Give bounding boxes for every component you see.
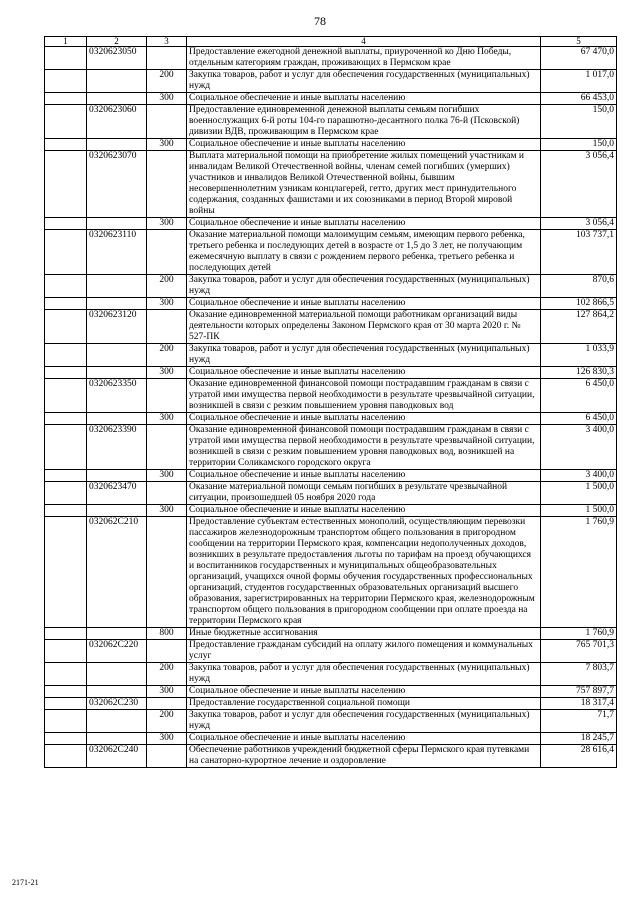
table-row: [45, 298, 617, 310]
table-row: [45, 640, 617, 663]
cell-amount: 3 400,0: [541, 470, 617, 482]
cell-target-code: 0320623470: [87, 482, 147, 505]
cell-expense-type: [147, 425, 187, 470]
cell-target-code: [87, 628, 147, 640]
cell-description: Закупка товаров, работ и услуг для обеспечения государственных (муниципальных) нужд: [187, 344, 541, 367]
cell-amount: 1 760,9: [541, 517, 617, 628]
table-row: [45, 745, 617, 768]
table-row: [45, 218, 617, 230]
cell-amount: 103 737,1: [541, 230, 617, 275]
cell-amount: 3 400,0: [541, 425, 617, 470]
cell-col1: [45, 628, 87, 640]
cell-description: Социальное обеспечение и иные выплаты населению: [187, 139, 541, 151]
cell-description: Закупка товаров, работ и услуг для обеспечения государственных (муниципальных) нужд: [187, 70, 541, 93]
cell-expense-type: 300: [147, 218, 187, 230]
cell-col1: [45, 733, 87, 745]
header-col-3: 3: [147, 37, 187, 47]
document-code: 2171-21: [12, 878, 39, 887]
table-row: [45, 275, 617, 298]
table-row: [45, 517, 617, 628]
cell-description: Социальное обеспечение и иные выплаты населению: [187, 470, 541, 482]
cell-target-code: [87, 218, 147, 230]
cell-amount: 1 033,9: [541, 344, 617, 367]
cell-amount: 7 803,7: [541, 663, 617, 686]
cell-expense-type: 300: [147, 139, 187, 151]
cell-expense-type: [147, 105, 187, 139]
cell-col1: [45, 698, 87, 710]
cell-description: Оказание материальной помощи малоимущим семьям, имеющим первого ребенка, третьего ребенка и последующих детей в возрасте от 1,5 до 3 лет, не получающим ежемесячную выплату в связи с рождением первого ребенка, третьего ребенка и последующих детей: [187, 230, 541, 275]
cell-expense-type: 200: [147, 275, 187, 298]
cell-description: Выплата материальной помощи на приобретение жилых помещений участникам и инвалидам Великой Отечественной войны, членам семей погибших (умерших) участников и инвалидов Великой Отечественной войны, бывшим несовершеннолетним узникам концлагерей, гетто, других мест принудительного содержания, созданных фашистами и их союзниками в период Второй мировой войны: [187, 151, 541, 218]
cell-expense-type: 200: [147, 663, 187, 686]
cell-expense-type: [147, 310, 187, 344]
cell-expense-type: 800: [147, 628, 187, 640]
cell-amount: 126 830,3: [541, 367, 617, 379]
table-header-row: [45, 37, 617, 47]
cell-description: Социальное обеспечение и иные выплаты населению: [187, 367, 541, 379]
cell-amount: 18 245,7: [541, 733, 617, 745]
cell-target-code: [87, 686, 147, 698]
cell-expense-type: [147, 482, 187, 505]
table-body: [45, 47, 617, 768]
table-row: [45, 482, 617, 505]
cell-description: Предоставление государственной социальной помощи: [187, 698, 541, 710]
table-row: [45, 413, 617, 425]
cell-col1: [45, 298, 87, 310]
cell-amount: 3 056,4: [541, 151, 617, 218]
cell-amount: 765 701,3: [541, 640, 617, 663]
cell-col1: [45, 344, 87, 367]
table-row: [45, 47, 617, 70]
table-row: [45, 151, 617, 218]
cell-col1: [45, 70, 87, 93]
table-row: [45, 470, 617, 482]
cell-description: Предоставление единовременной денежной выплаты семьям погибших военнослужащих 6-й роты 104-го парашютно-десантного полка 76-й (Псковской) дивизии ВДВ, проживающим в Пермском крае: [187, 105, 541, 139]
cell-target-code: [87, 733, 147, 745]
cell-description: Оказание единовременной материальной помощи работникам организаций виды деятельности которых определены Законом Пермского края от 30 марта 2020 г. № 527-ПК: [187, 310, 541, 344]
header-col-5: 5: [541, 37, 617, 47]
cell-target-code: [87, 413, 147, 425]
cell-description: Предоставление гражданам субсидий на оплату жилого помещения и коммунальных услуг: [187, 640, 541, 663]
cell-amount: 102 866,5: [541, 298, 617, 310]
cell-col1: [45, 517, 87, 628]
table-row: [45, 139, 617, 151]
cell-description: Закупка товаров, работ и услуг для обеспечения государственных (муниципальных) нужд: [187, 663, 541, 686]
cell-amount: 150,0: [541, 139, 617, 151]
cell-target-code: 0320623070: [87, 151, 147, 218]
cell-target-code: 0320623110: [87, 230, 147, 275]
table-row: [45, 367, 617, 379]
cell-target-code: 0320623050: [87, 47, 147, 70]
table-row: [45, 310, 617, 344]
cell-description: Закупка товаров, работ и услуг для обеспечения государственных (муниципальных) нужд: [187, 275, 541, 298]
cell-col1: [45, 93, 87, 105]
cell-description: Оказание материальной помощи семьям погибших в результате чрезвычайной ситуации, произошедшей 05 ноября 2020 года: [187, 482, 541, 505]
page-number: 78: [314, 14, 326, 28]
cell-amount: 870,6: [541, 275, 617, 298]
cell-target-code: [87, 470, 147, 482]
cell-col1: [45, 745, 87, 768]
table-row: [45, 733, 617, 745]
cell-target-code: [87, 298, 147, 310]
cell-expense-type: [147, 151, 187, 218]
cell-description: Социальное обеспечение и иные выплаты населению: [187, 413, 541, 425]
cell-col1: [45, 139, 87, 151]
cell-description: Оказание единовременной финансовой помощи пострадавшим гражданам в связи с утратой ими имущества первой необходимости в результате чрезвычайной ситуации, возникшей в связи с резким повышением уровня паводковых вод: [187, 379, 541, 413]
table-row: [45, 105, 617, 139]
table-row: [45, 710, 617, 733]
cell-col1: [45, 105, 87, 139]
cell-amount: 1 017,0: [541, 70, 617, 93]
cell-target-code: 0320623060: [87, 105, 147, 139]
cell-amount: 127 864,2: [541, 310, 617, 344]
cell-description: Обеспечение работников учреждений бюджетной сферы Пермского края путевками на санаторно-курортное лечение и оздоровление: [187, 745, 541, 768]
table-row: [45, 344, 617, 367]
table-row: [45, 698, 617, 710]
cell-col1: [45, 470, 87, 482]
cell-expense-type: [147, 47, 187, 70]
cell-description: Оказание единовременной финансовой помощи пострадавшим гражданам в связи с утратой ими имущества первой необходимости в результате чрезвычайной ситуации, возникшей в связи с резким повышением уровня паводковых вод, возникшей на территории Соликамского городского округа: [187, 425, 541, 470]
cell-target-code: 032062С210: [87, 517, 147, 628]
cell-col1: [45, 505, 87, 517]
cell-expense-type: 300: [147, 686, 187, 698]
cell-target-code: [87, 275, 147, 298]
cell-amount: 28 616,4: [541, 745, 617, 768]
table-row: [45, 230, 617, 275]
budget-table: [44, 36, 617, 768]
cell-description: Социальное обеспечение и иные выплаты населению: [187, 733, 541, 745]
cell-description: Иные бюджетные ассигнования: [187, 628, 541, 640]
cell-col1: [45, 230, 87, 275]
cell-description: Социальное обеспечение и иные выплаты населению: [187, 298, 541, 310]
cell-col1: [45, 151, 87, 218]
table-row: [45, 505, 617, 517]
table-row: [45, 686, 617, 698]
cell-target-code: [87, 93, 147, 105]
table-row: [45, 425, 617, 470]
cell-col1: [45, 413, 87, 425]
cell-col1: [45, 367, 87, 379]
cell-expense-type: 200: [147, 344, 187, 367]
cell-amount: 1 760,9: [541, 628, 617, 640]
cell-expense-type: 200: [147, 70, 187, 93]
cell-expense-type: 300: [147, 733, 187, 745]
cell-amount: 1 500,0: [541, 482, 617, 505]
cell-col1: [45, 640, 87, 663]
cell-target-code: [87, 505, 147, 517]
cell-amount: 67 470,0: [541, 47, 617, 70]
cell-description: Предоставление ежегодной денежной выплаты, приуроченной ко Дню Победы, отдельным категориям граждан, проживающих в Пермском крае: [187, 47, 541, 70]
header-col-2: 2: [87, 37, 147, 47]
cell-target-code: 0320623120: [87, 310, 147, 344]
cell-col1: [45, 218, 87, 230]
cell-col1: [45, 482, 87, 505]
cell-expense-type: [147, 230, 187, 275]
cell-expense-type: 300: [147, 367, 187, 379]
cell-col1: [45, 310, 87, 344]
cell-expense-type: [147, 698, 187, 710]
table-row: [45, 93, 617, 105]
table-row: [45, 379, 617, 413]
cell-target-code: 032062С240: [87, 745, 147, 768]
cell-col1: [45, 686, 87, 698]
table-row: [45, 628, 617, 640]
cell-amount: 18 317,4: [541, 698, 617, 710]
cell-target-code: 032062С230: [87, 698, 147, 710]
cell-amount: 6 450,0: [541, 379, 617, 413]
cell-amount: 150,0: [541, 105, 617, 139]
cell-expense-type: 200: [147, 710, 187, 733]
cell-expense-type: 300: [147, 470, 187, 482]
cell-col1: [45, 663, 87, 686]
cell-target-code: 0320623350: [87, 379, 147, 413]
header-col-4: 4: [187, 37, 541, 47]
cell-description: Социальное обеспечение и иные выплаты населению: [187, 686, 541, 698]
table-row: [45, 663, 617, 686]
cell-description: Социальное обеспечение и иные выплаты населению: [187, 93, 541, 105]
cell-expense-type: [147, 379, 187, 413]
cell-target-code: 0320623390: [87, 425, 147, 470]
cell-col1: [45, 379, 87, 413]
cell-col1: [45, 710, 87, 733]
cell-target-code: [87, 344, 147, 367]
cell-description: Социальное обеспечение и иные выплаты населению: [187, 505, 541, 517]
cell-expense-type: [147, 745, 187, 768]
cell-amount: 3 056,4: [541, 218, 617, 230]
cell-amount: 757 897,7: [541, 686, 617, 698]
cell-target-code: 032062С220: [87, 640, 147, 663]
cell-amount: 71,7: [541, 710, 617, 733]
cell-target-code: [87, 367, 147, 379]
table-row: [45, 70, 617, 93]
cell-expense-type: [147, 517, 187, 628]
cell-expense-type: 300: [147, 93, 187, 105]
cell-amount: 66 453,0: [541, 93, 617, 105]
cell-target-code: [87, 139, 147, 151]
cell-expense-type: 300: [147, 505, 187, 517]
cell-col1: [45, 425, 87, 470]
cell-col1: [45, 47, 87, 70]
cell-expense-type: 300: [147, 413, 187, 425]
header-col-1: 1: [45, 37, 87, 47]
cell-target-code: [87, 663, 147, 686]
cell-amount: 1 500,0: [541, 505, 617, 517]
cell-amount: 6 450,0: [541, 413, 617, 425]
cell-description: Предоставление субъектам естественных монополий, осуществляющим перевозки пассажиров железнодорожным транспортом общего пользования в пригородном сообщении на территории Пермского края, компенсации недополученных доходов, возникших в результате предоставления льготы по тарифам на проезд обучающихся и воспитанников государственных и муниципальных общеобразовательных организаций, учащихся очной формы обучения государственных профессиональных организаций, студентов государственных образовательных организаций высшего образования, зарегистрированных на территории Пермского края, железнодорожным транспортом общего пользования в пригородном сообщении при оплате проезда на территории Пермского края: [187, 517, 541, 628]
cell-target-code: [87, 70, 147, 93]
cell-description: Закупка товаров, работ и услуг для обеспечения государственных (муниципальных) нужд: [187, 710, 541, 733]
cell-expense-type: [147, 640, 187, 663]
cell-target-code: [87, 710, 147, 733]
cell-expense-type: 300: [147, 298, 187, 310]
cell-description: Социальное обеспечение и иные выплаты населению: [187, 218, 541, 230]
cell-col1: [45, 275, 87, 298]
